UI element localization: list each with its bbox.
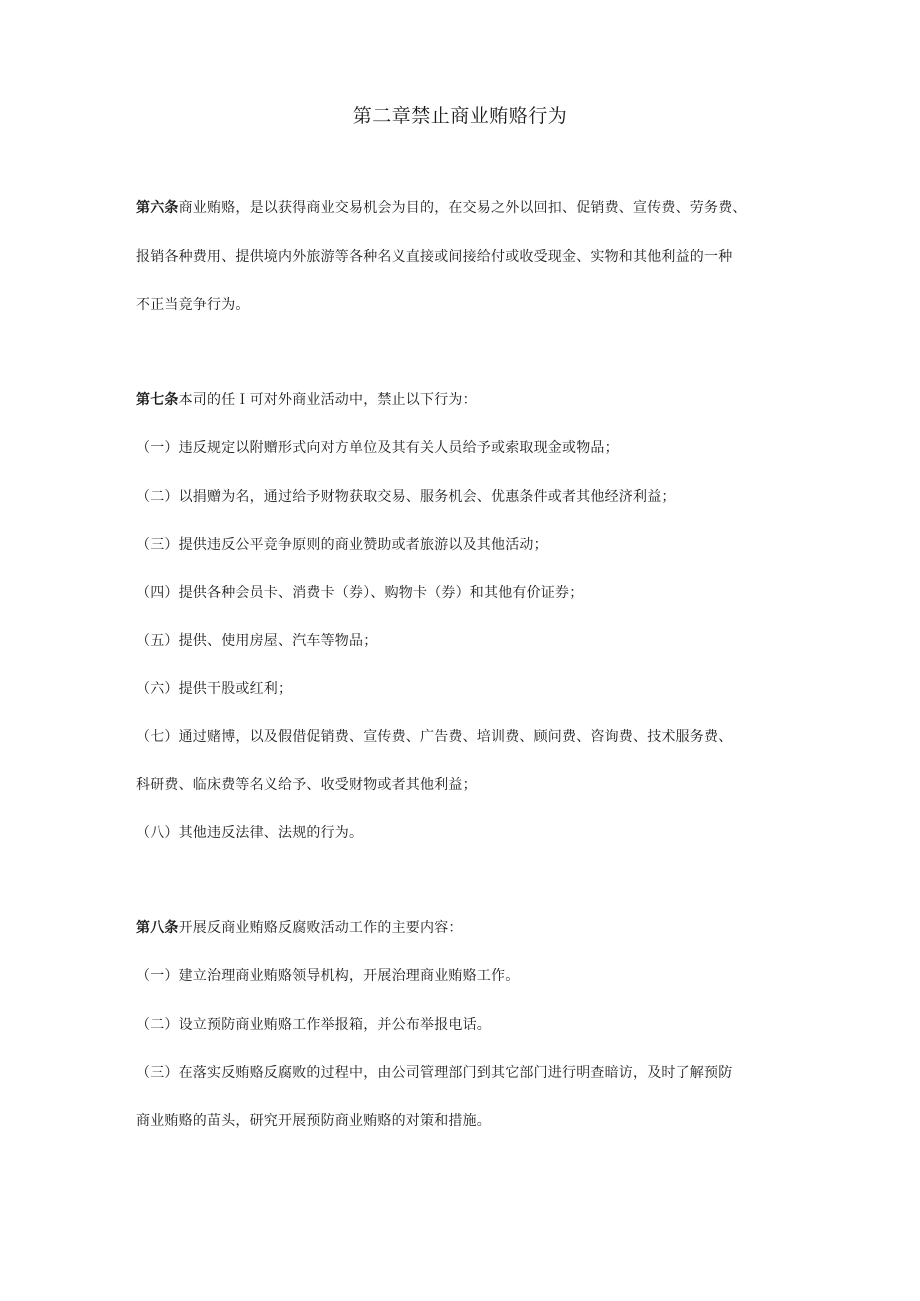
article7-lead: 第七条 [136, 392, 179, 408]
article6-line-2: 报销各种费用、提供境内外旅游等各种名义直接或间接给付或收受现金、实物和其他利益的一种 [136, 249, 733, 265]
article8-item-2: （二）设立预防商业贿赂工作举报箱，并公布举报电话。 [136, 1017, 491, 1033]
article7-item-2: （二）以捐赠为名，通过给予财物获取交易、服务机会、优惠条件或者其他经济利益； [136, 489, 676, 505]
article6-lead: 第六条 [136, 200, 179, 216]
article8-item-1: （一）建立治理商业贿赂领导机构，开展治理商业贿赂工作。 [136, 968, 520, 984]
article7-item-4: （四）提供各种会员卡、消费卡（券）、购物卡（券）和其他有价证券； [136, 585, 584, 601]
article7-item-1: （一）违反规定以附赠形式向对方单位及其有关人员给予或索取现金或物品； [136, 440, 619, 456]
article7-item-6: （六）提供干股或红利； [136, 681, 293, 697]
article7-intro-line [136, 388, 477, 412]
article7-item-3: （三）提供违反公平竞争原则的商业赞助或者旅游以及其他活动； [136, 537, 548, 553]
article7-item-7: （七）通过赌博，以及假借促销费、宣传费、广告费、培训费、顾问费、咨询费、技术服务费、 [136, 729, 733, 745]
article8-lead: 第八条 [136, 920, 179, 936]
article8-intro: 开展反商业贿赂反腐败活动工作的主要内容： [178, 920, 463, 936]
article6-text: 商业贿赂，是以获得商业交易机会为目的，在交易之外以回扣、促销费、宣传费、劳务费、 [178, 200, 747, 216]
article7-intro: 本司的任Ｉ可对外商业活动中，禁止以下行为： [178, 392, 477, 408]
article7-item-8: （八）其他违反法律、法规的行为。 [136, 825, 364, 841]
article8-item-3: （三）在落实反贿赂反腐败的过程中，由公司管理部门到其它部门进行明查暗访，及时了解预防 [136, 1065, 733, 1081]
article7-item-5: （五）提供、使用房屋、汽车等物品； [136, 633, 378, 649]
article8-intro-line [136, 916, 463, 940]
article6-line-3: 不正当竞争行为。 [136, 297, 250, 313]
chapter-title: 第二章禁止商业贿赂行为 [352, 105, 568, 127]
article6-line-1 [136, 196, 747, 220]
article7-item-7-cont: 科研费、临床费等名义给予、收受财物或者其他利益； [136, 777, 477, 793]
article8-item-3-cont: 商业贿赂的苗头，研究开展预防商业贿赂的对策和措施。 [136, 1113, 491, 1129]
